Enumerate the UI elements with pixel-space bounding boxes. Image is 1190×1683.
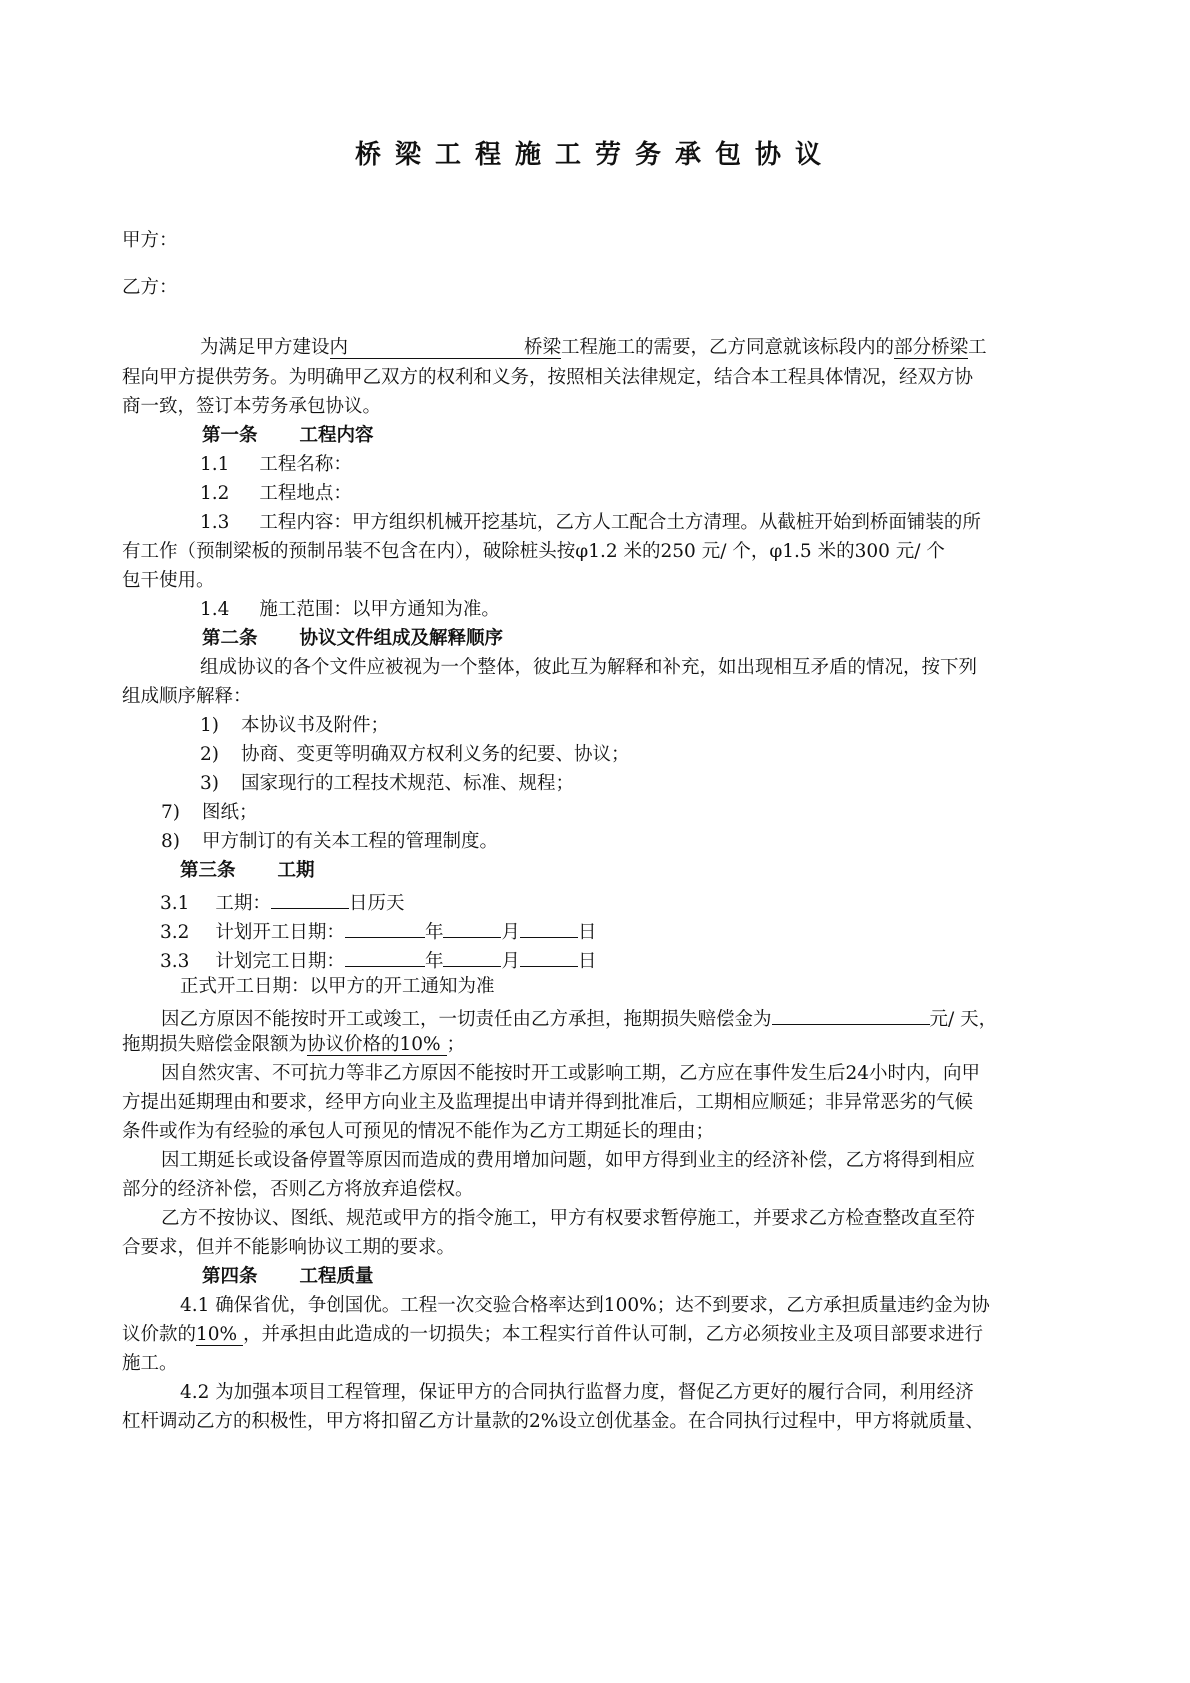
article-4-heading — [202, 1265, 374, 1289]
list-item — [200, 772, 574, 796]
item-number: 1.3 — [200, 512, 230, 533]
year-blank — [345, 917, 425, 938]
article-4-para-1-line-1: 4.1 确保省优，争创国优。工程一次交验合格率达到100%；达不到要求，乙方承担质量违约金为协 — [180, 1295, 990, 1316]
project-name-blank — [330, 337, 562, 359]
item-text: 工程地点： — [259, 483, 352, 504]
item-number: 1.4 — [200, 599, 230, 620]
month-blank — [443, 946, 501, 967]
article-number: 第三条 — [180, 860, 236, 881]
para-text: 拖期损失赔偿金限额为 — [122, 1034, 308, 1055]
article-3-para-2-line-3: 条件或作为有经验的承包人可预见的情况不能作为乙方工期延长的理由； — [122, 1121, 715, 1142]
article-number: 第一条 — [202, 425, 258, 446]
article-4-para-1-line-2 — [122, 1323, 983, 1347]
article-3-para-2-line-2: 方提出延期理由和要求，经甲方向业主及监理提出申请并得到批准后，工期相应顺延；非异常恶劣的气候 — [122, 1092, 974, 1113]
para-text: ，并承担由此造成的一切损失；本工程实行首件认可制，乙方必须按业主及项目部要求进行 — [243, 1324, 984, 1345]
list-item — [200, 714, 389, 738]
article-2-heading — [202, 627, 503, 651]
para-text: 因乙方原因不能按时开工或竣工，一切责任由乙方承担，拖期损失赔偿金为 — [161, 1009, 772, 1030]
article-3-para-4-line-2: 合要求，但并不能影响协议工期的要求。 — [122, 1237, 456, 1258]
intro-text: 工 — [968, 337, 987, 358]
item-label: 计划完工日期： — [215, 951, 345, 972]
underlined-text: 桥梁 — [524, 337, 562, 358]
list-item — [200, 743, 630, 767]
article-2-para-line-1: 组成协议的各个文件应被视为一个整体，彼此互为解释和补充，如出现相互矛盾的情况，按下列 — [200, 657, 978, 678]
list-number: 2) — [200, 744, 219, 765]
list-number: 8) — [161, 831, 180, 852]
year-blank — [345, 946, 425, 967]
article-4-para-2-line-1: 4.2 为加强本项目工程管理，保证甲方的合同执行监督力度，督促乙方更好的履行合同，利用经济 — [180, 1382, 974, 1403]
article-4-para-2-line-2: 杠杆调动乙方的积极性，甲方将扣留乙方计量款的2%设立创优基金。在合同执行过程中，甲方将就质量、 — [122, 1411, 984, 1432]
item-1-3-line-2: 有工作（预制梁板的预制吊装不包含在内），破除桩头按φ1.2 米的250 元/ 个，φ1.5 米的300 元/ 个 — [122, 541, 945, 562]
date-unit: 年 — [424, 951, 444, 972]
item-label: 工期： — [215, 893, 271, 914]
date-unit: 日 — [577, 951, 597, 972]
intro-line-2: 程向甲方提供劳务。为明确甲乙双方的权利和义务，按照相关法律规定，结合本工程具体情况，经双方协 — [122, 367, 974, 388]
para-text: 元/ 天， — [929, 1009, 998, 1030]
intro-text: 为满足甲方建设 — [200, 337, 330, 358]
underlined-text: 10% — [196, 1324, 244, 1345]
item-3-3 — [160, 946, 596, 974]
item-3-2 — [160, 917, 596, 945]
article-3-heading — [180, 859, 315, 883]
item-text: 日历天 — [348, 893, 405, 914]
party-b-label: 乙方： — [122, 277, 178, 298]
item-number: 1.1 — [200, 454, 230, 475]
item-number: 3.2 — [160, 922, 190, 943]
intro-line-1 — [200, 336, 987, 360]
item-1-3 — [200, 511, 981, 535]
article-number: 第二条 — [202, 628, 258, 649]
list-item — [161, 801, 258, 825]
list-text: 甲方制订的有关本工程的管理制度。 — [202, 831, 499, 852]
article-3-para-1-line-2 — [122, 1033, 465, 1057]
list-text: 协商、变更等明确双方权利义务的纪要、协议； — [241, 744, 630, 765]
para-text: 议价款的 — [122, 1324, 197, 1345]
underlined-text: 部分桥梁 — [894, 337, 969, 358]
item-3-1 — [160, 888, 404, 916]
list-number: 1) — [200, 715, 219, 736]
article-4-para-1-line-3: 施工。 — [122, 1353, 178, 1374]
item-text: 施工范围：以甲方通知为准。 — [259, 599, 500, 620]
day-blank — [520, 917, 578, 938]
list-text: 本协议书及附件； — [241, 715, 390, 736]
penalty-blank — [772, 1004, 930, 1025]
underlined-text: 内 — [329, 337, 349, 358]
date-unit: 月 — [501, 951, 520, 972]
item-text: 工程内容：甲方组织机械开挖基坑，乙方人工配合土方清理。从截桩开始到桥面铺装的所 — [259, 512, 981, 533]
date-unit: 日 — [577, 922, 597, 943]
start-date-note: 正式开工日期：以甲方的开工通知为准 — [180, 976, 495, 997]
list-text: 图纸； — [202, 802, 258, 823]
article-title: 工程内容 — [299, 425, 374, 446]
list-number: 3) — [200, 773, 219, 794]
intro-line-3: 商一致，签订本劳务承包协议。 — [122, 396, 382, 417]
item-1-3-line-3: 包干使用。 — [122, 570, 215, 591]
article-3-para-3-line-2: 部分的经济补偿，否则乙方将放弃追偿权。 — [122, 1179, 474, 1200]
document-title: 桥梁工程施工劳务承包协议 — [354, 140, 835, 170]
intro-text: 工程施工的需要，乙方同意就该标段内的 — [561, 337, 895, 358]
item-label: 计划开工日期： — [215, 922, 345, 943]
article-3-para-3-line-1: 因工期延长或设备停置等原因而造成的费用增加问题，如甲方得到业主的经济补偿，乙方将得到相应 — [161, 1150, 976, 1171]
article-title: 工程质量 — [299, 1266, 374, 1287]
list-number: 7) — [161, 802, 180, 823]
article-2-para-line-2: 组成顺序解释： — [122, 686, 252, 707]
article-3-para-1-line-1 — [161, 1004, 997, 1032]
article-number: 第四条 — [202, 1266, 258, 1287]
article-3-para-4-line-1: 乙方不按协议、图纸、规范或甲方的指令施工，甲方有权要求暂停施工，并要求乙方检查整改直至符 — [161, 1208, 976, 1229]
item-number: 3.1 — [160, 893, 190, 914]
day-blank — [520, 946, 578, 967]
date-unit: 月 — [501, 922, 520, 943]
underlined-text: 协议价格的10% — [307, 1034, 447, 1055]
article-title: 协议文件组成及解释顺序 — [299, 628, 504, 649]
article-3-para-2-line-1: 因自然灾害、不可抗力等非乙方原因不能按时开工或影响工期，乙方应在事件发生后24小时内，向甲 — [161, 1063, 981, 1084]
item-1-1 — [200, 453, 352, 477]
item-1-2 — [200, 482, 352, 506]
item-text: 工程名称： — [259, 454, 352, 475]
para-text: ； — [446, 1034, 466, 1055]
duration-blank — [271, 888, 349, 909]
list-text: 国家现行的工程技术规范、标准、规程； — [241, 773, 575, 794]
item-1-4 — [200, 598, 500, 622]
article-title: 工期 — [277, 860, 315, 881]
list-item — [161, 830, 498, 854]
item-number: 3.3 — [160, 951, 190, 972]
party-a-label: 甲方： — [122, 230, 178, 251]
month-blank — [443, 917, 501, 938]
article-1-heading — [202, 424, 374, 448]
date-unit: 年 — [424, 922, 444, 943]
item-number: 1.2 — [200, 483, 230, 504]
